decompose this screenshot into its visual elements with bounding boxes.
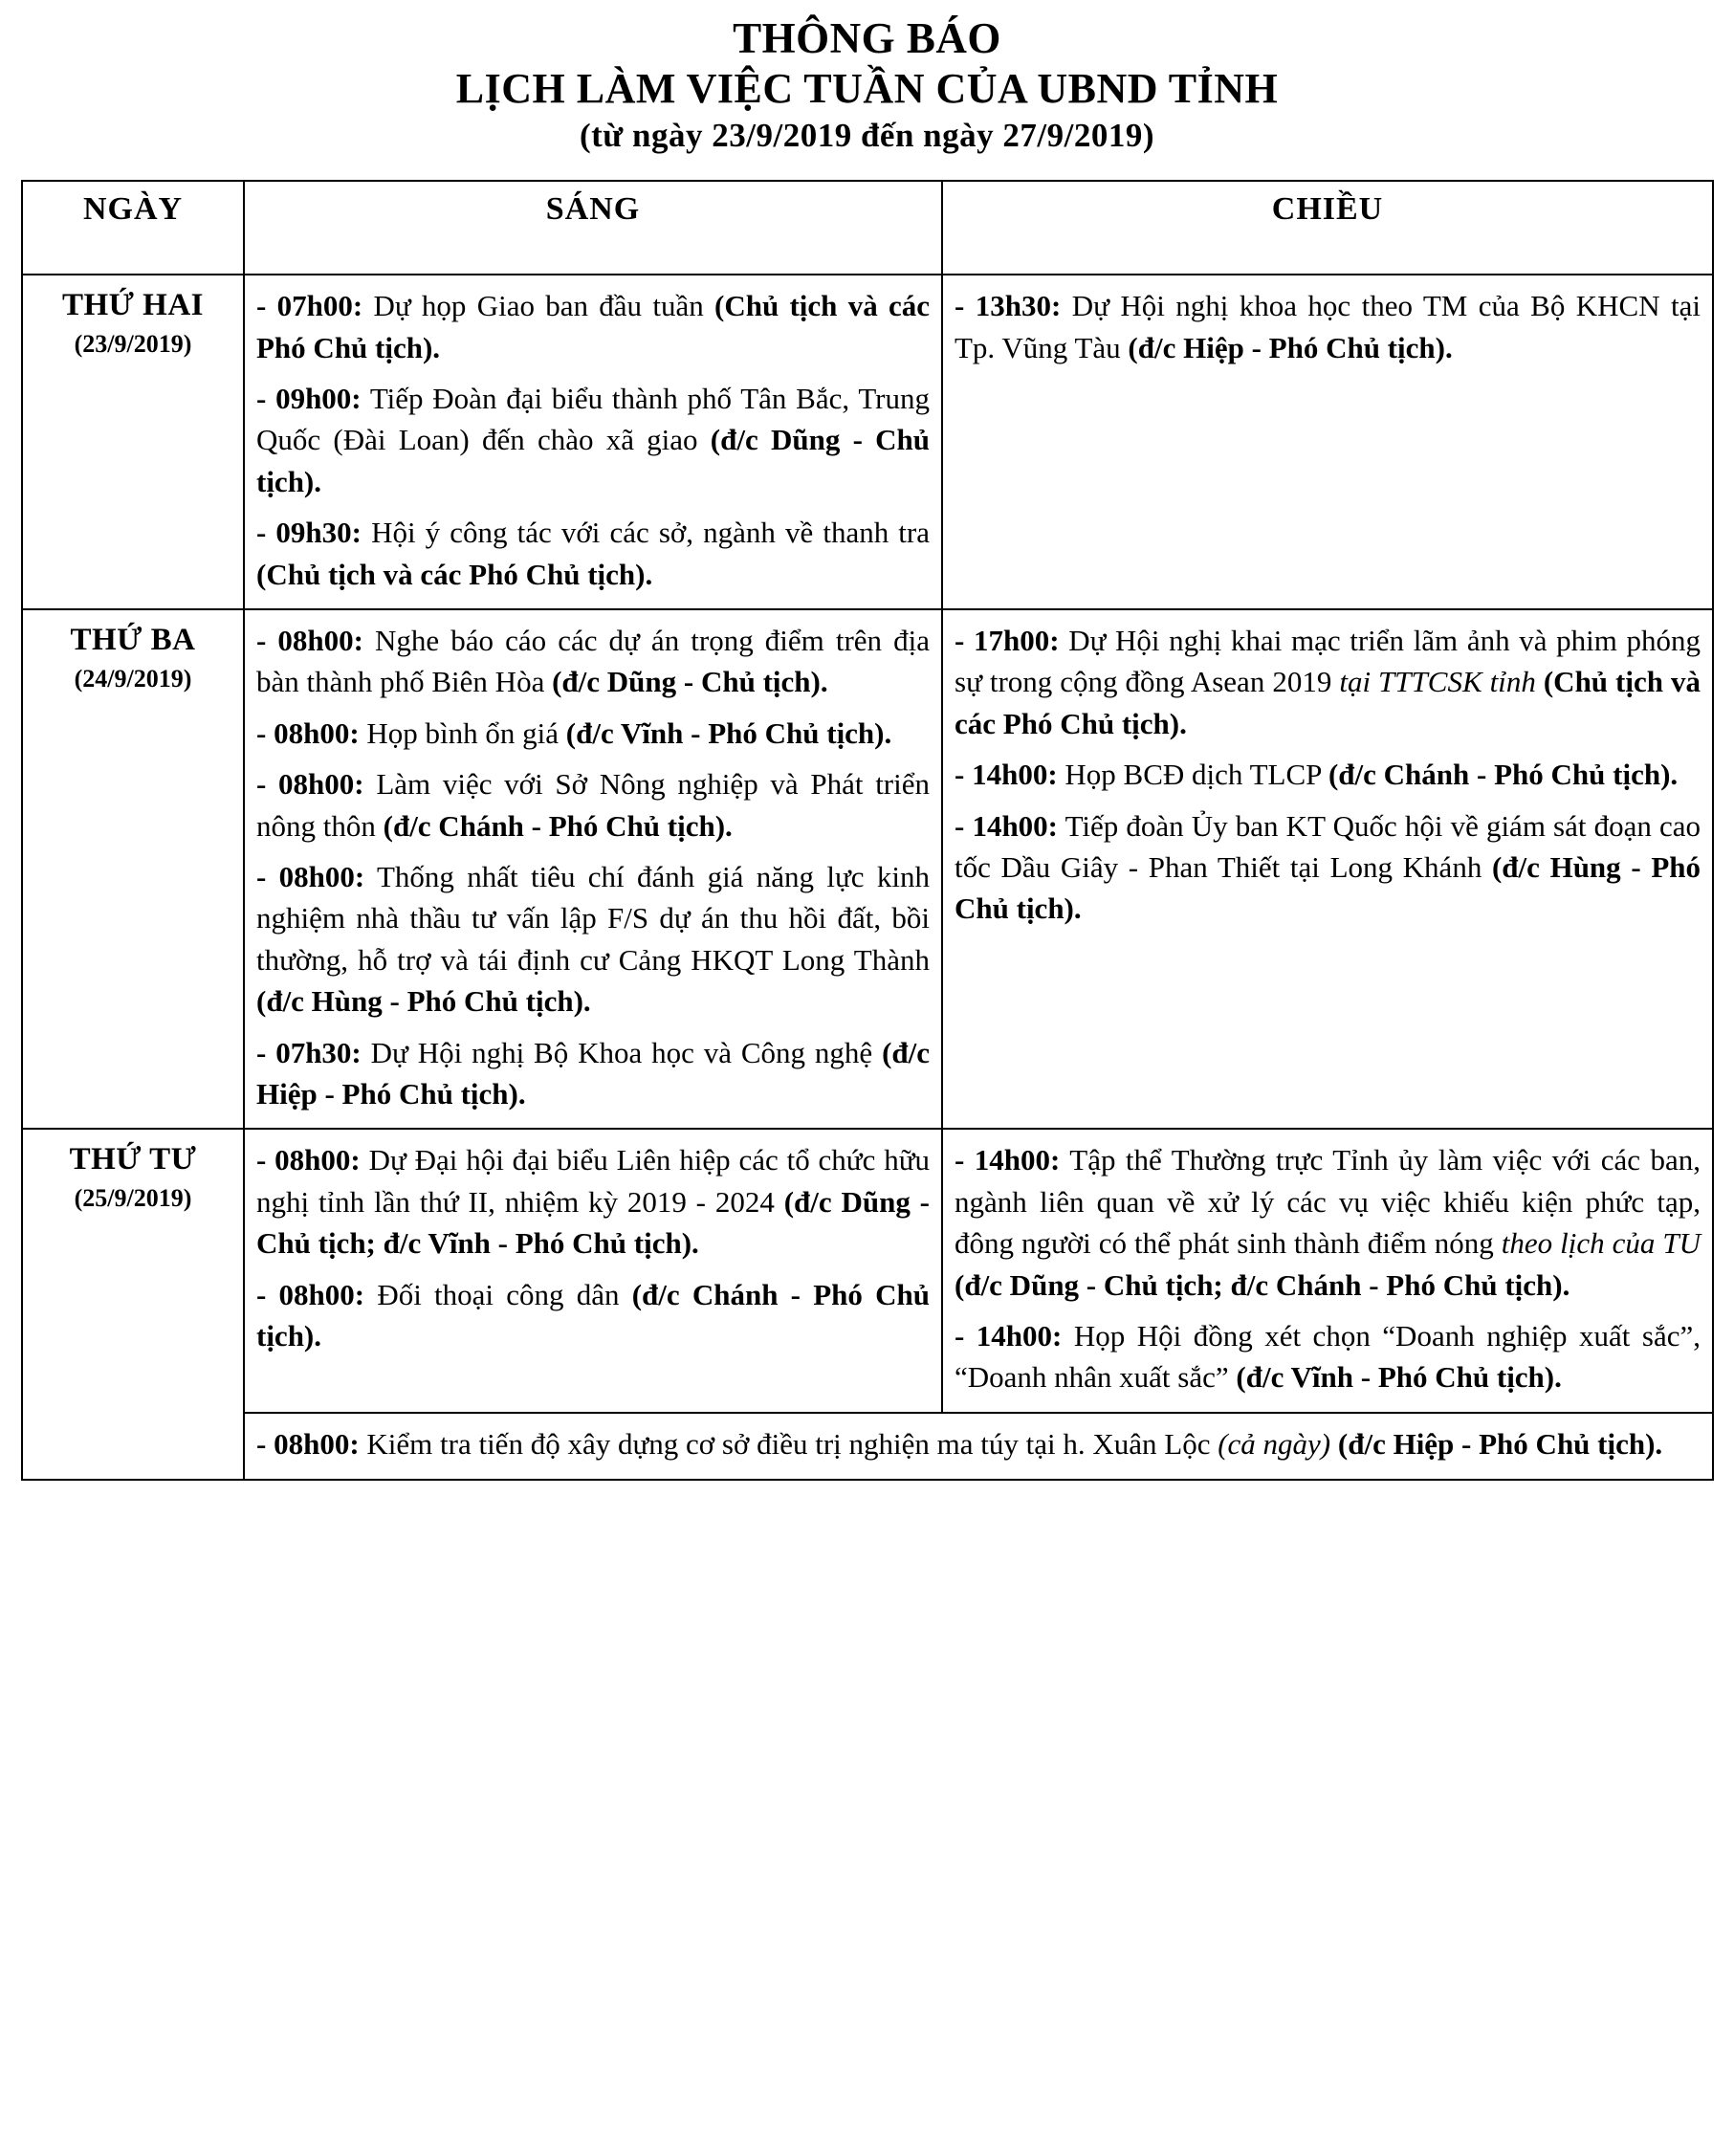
morning-cell (244, 275, 942, 609)
schedule-entry (256, 378, 930, 502)
entry-time: - 08h00: (256, 1277, 365, 1311)
entry-text-bold: (đ/c Hùng - Phó Chủ tịch). (256, 984, 591, 1019)
entry-text-normal: Tiếp Đoàn đại biểu thành phố Tân Bắc, Trung Quốc (Đài Loan) đến chào xã giao (256, 382, 930, 457)
entry-time: - 17h00: (955, 624, 1060, 658)
table-header (22, 181, 1713, 275)
entry-text-normal (1330, 1427, 1338, 1461)
entry-text-normal: Dự họp Giao ban đầu tuần (362, 289, 714, 323)
entry-time: - 08h00: (256, 624, 363, 658)
schedule-entry (256, 1274, 930, 1357)
entry-text-normal: Tiếp đoàn Ủy ban KT Quốc hội về giám sát đoạn cao tốc Dầu Giây - Phan Thiết tại Long Khánh (955, 808, 1701, 884)
schedule-entry (256, 1423, 1701, 1465)
entry-time: - 08h00: (256, 767, 364, 802)
day-name: THỨ HAI (61, 288, 205, 323)
entry-time: - 07h30: (256, 1035, 362, 1069)
column-header-day: NGÀY (22, 181, 244, 275)
entry-time: - 09h00: (256, 382, 362, 416)
entry-time: - 14h00: (955, 1143, 1061, 1177)
entry-text-normal: Tập thể Thường trực Tỉnh ủy làm việc với các ban, ngành liên quan về xử lý các vụ việc khiếu kiện phức tạp, đông người có thể phát sinh thành điểm nóng (955, 1143, 1701, 1261)
entry-time: - 07h00: (256, 289, 363, 323)
entry-text-bold: (đ/c Hiệp - Phó Chủ tịch). (1337, 1426, 1663, 1461)
entry-text-normal: Hội ý công tác với các sở, ngành về thanh tra (361, 516, 930, 550)
entry-text-bold: (đ/c Dũng - Chủ tịch; đ/c Chánh - Phó Chủ tịch). (955, 1267, 1570, 1302)
table-row (22, 609, 1713, 1129)
column-header-morning: SÁNG (244, 181, 942, 275)
schedule-entry (955, 1139, 1701, 1306)
schedule-entry (256, 1032, 930, 1115)
document-header (21, 13, 1713, 155)
entry-text-normal: Họp BCĐ dịch TLCP (1057, 758, 1328, 792)
day-cell (22, 275, 244, 609)
entry-time: - 08h00: (256, 1426, 360, 1461)
entry-text-italic: (cả ngày) (1218, 1426, 1331, 1461)
entry-text-bold: (đ/c Dũng - Chủ tịch). (552, 665, 828, 699)
entry-text-italic: theo lịch của TU (1501, 1226, 1701, 1261)
entry-text-bold: (đ/c Dũng - Chủ tịch; đ/c Vĩnh - Phó Chủ tịch). (256, 1184, 930, 1261)
entry-text-normal: Thống nhất tiêu chí đánh giá năng lực kinh nghiệm nhà thầu tư vấn lập F/S dự án thu hồi đất, bồi thường, hỗ trợ và tái định cư Cảng HKQT Long Thành (256, 859, 930, 977)
entry-text-italic: tại TTTCSK tỉnh (1339, 665, 1544, 699)
entry-text-bold: (đ/c Chánh - Phó Chủ tịch). (383, 808, 733, 843)
full-width-cell (244, 1413, 1713, 1480)
entry-text-bold: (Chủ tịch và các Phó Chủ tịch). (256, 557, 653, 591)
schedule-entry (955, 1315, 1701, 1398)
schedule-entry (256, 1139, 930, 1264)
schedule-entry (955, 805, 1701, 930)
afternoon-cell (942, 1129, 1713, 1412)
table-row (22, 275, 1713, 609)
entry-time: - 08h00: (256, 1143, 361, 1177)
entry-text-bold: (đ/c Chánh - Phó Chủ tịch). (256, 1277, 930, 1353)
day-date: (25/9/2019) (74, 1184, 192, 1213)
schedule-entry (256, 620, 930, 703)
entry-time: - 09h30: (256, 516, 362, 550)
morning-cell (244, 1129, 942, 1412)
day-cell (22, 1129, 244, 1479)
table-header-row (22, 181, 1713, 275)
entry-text-normal: Dự Đại hội đại biểu Liên hiệp các tổ chức hữu nghị tỉnh lần thứ II, nhiệm kỳ 2019 - 2024 (256, 1143, 930, 1219)
day-date: (23/9/2019) (74, 330, 192, 359)
schedule-entry (256, 713, 930, 754)
entry-time: - 13h30: (955, 289, 1062, 323)
table-row-fullwidth (22, 1413, 1713, 1480)
document-date-range: (từ ngày 23/9/2019 đến ngày 27/9/2019) (579, 117, 1154, 154)
afternoon-cell (942, 275, 1713, 609)
entry-text-bold: (đ/c Vĩnh - Phó Chủ tịch). (565, 715, 892, 750)
schedule-entry (955, 754, 1701, 795)
entry-time: - 08h00: (256, 859, 365, 893)
column-header-afternoon: CHIỀU (942, 181, 1713, 275)
entry-time: - 14h00: (955, 1318, 1063, 1353)
entry-time: - 14h00: (955, 808, 1059, 843)
document-title-sub: LỊCH LÀM VIỆC TUẦN CỦA UBND TỈNH (455, 65, 1279, 113)
day-date: (24/9/2019) (74, 664, 192, 693)
weekly-schedule-table (21, 180, 1714, 1480)
entry-text-bold: (đ/c Dũng - Chủ tịch). (256, 423, 930, 498)
entry-text-bold: (đ/c Chánh - Phó Chủ tịch). (1328, 758, 1679, 792)
entry-text-normal: Họp Hội đồng xét chọn “Doanh nghiệp xuất sắc”, “Doanh nhân xuất sắc” (955, 1318, 1701, 1395)
table-body (22, 275, 1713, 1479)
entry-text-bold: (Chủ tịch và các Phó Chủ tịch). (256, 289, 930, 364)
entry-text-bold: (đ/c Hiệp - Phó Chủ tịch). (1128, 330, 1453, 364)
schedule-entry (256, 763, 930, 847)
entry-time: - 14h00: (955, 758, 1058, 792)
schedule-entry (955, 285, 1701, 368)
day-cell (22, 609, 244, 1129)
entry-time: - 08h00: (256, 715, 360, 750)
day-name: THỨ TƯ (69, 1142, 197, 1177)
entry-text-bold: (đ/c Hùng - Phó Chủ tịch). (955, 849, 1701, 926)
table-row (22, 1129, 1713, 1412)
schedule-entry (256, 285, 930, 368)
entry-text-normal: Đối thoại công dân (364, 1277, 632, 1311)
schedule-entry (256, 512, 930, 595)
document-title-main: THÔNG BÁO (733, 14, 1001, 62)
morning-cell (244, 609, 942, 1129)
entry-text-bold: (đ/c Vĩnh - Phó Chủ tịch). (1236, 1360, 1562, 1395)
entry-text-normal: Nghe báo cáo các dự án trọng điểm trên địa bàn thành phố Biên Hòa (256, 624, 930, 699)
day-name: THỨ BA (70, 623, 196, 658)
entry-text-normal: Dự Hội nghị khoa học theo TM của Bộ KHCN tại Tp. Vũng Tàu (955, 289, 1701, 364)
entry-text-bold: (Chủ tịch và các Phó Chủ tịch). (955, 665, 1701, 740)
schedule-entry (955, 620, 1701, 744)
entry-text-normal: Dự Hội nghị Bộ Khoa học và Công nghệ (361, 1035, 883, 1069)
entry-text-normal: Làm việc với Sở Nông nghiệp và Phát triển nông thôn (256, 767, 930, 843)
afternoon-cell (942, 609, 1713, 1129)
entry-text-normal: Kiểm tra tiến độ xây dựng cơ sở điều trị nghiện ma túy tại h. Xuân Lộc (359, 1426, 1218, 1461)
entry-text-normal: Dự Hội nghị khai mạc triển lãm ảnh và phim phóng sự trong cộng đồng Asean 2019 (955, 624, 1701, 699)
schedule-entry (256, 856, 930, 1023)
entry-text-bold: (đ/c Hiệp - Phó Chủ tịch). (256, 1035, 930, 1111)
entry-text-normal: Họp bình ổn giá (359, 715, 566, 750)
